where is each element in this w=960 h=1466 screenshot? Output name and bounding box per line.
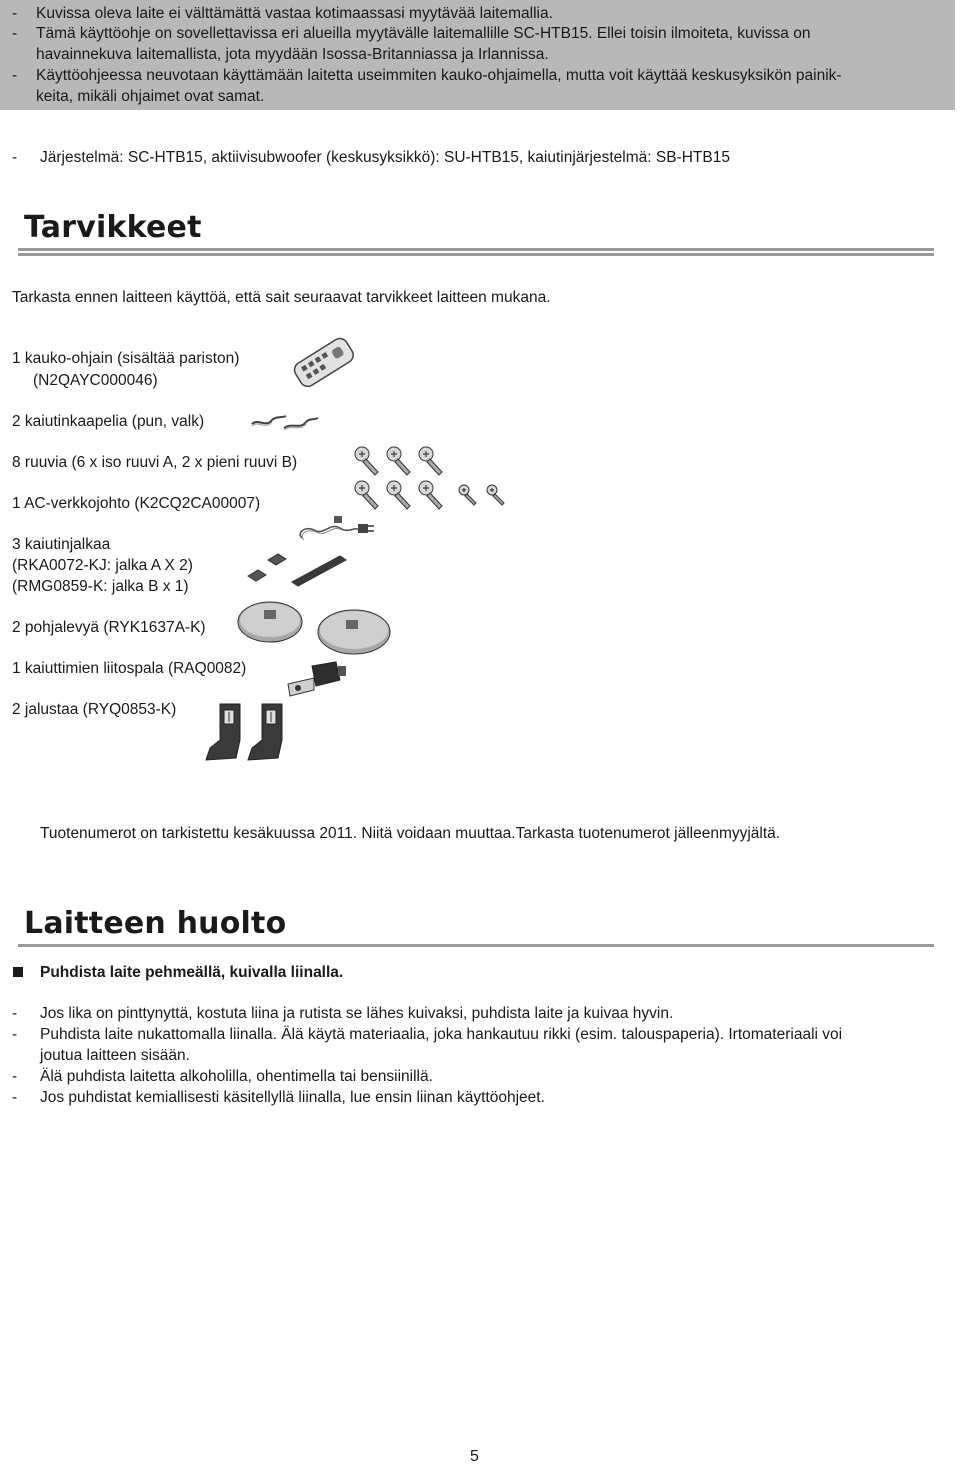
accessory-item: 2 kaiutinkaapelia (pun, valk) xyxy=(12,413,205,430)
screw-illustration xyxy=(352,444,512,512)
remote-control-illustration xyxy=(288,332,358,394)
accessory-item: 2 jalustaa (RYQ0853-K) xyxy=(12,701,177,718)
connector-illustration xyxy=(284,656,354,702)
note-line-continued: keita, mikäli ohjaimet ovat samat. xyxy=(36,88,265,105)
accessory-item: 1 AC-verkkojohto (K2CQ2CA00007) xyxy=(12,495,261,512)
ac-cord-illustration xyxy=(294,508,380,548)
accessory-item-code: (RMG0859-K: jalka B x 1) xyxy=(12,578,189,595)
maintenance-line-continued: joutua laitteen sisään. xyxy=(40,1047,190,1064)
accessory-item-code: (N2QAYC000046) xyxy=(33,372,158,389)
accessory-item: 1 kauko-ohjain (sisältää pariston) xyxy=(12,350,240,367)
accessories-heading: Tarvikkeet xyxy=(24,210,202,245)
page-number: 5 xyxy=(470,1448,479,1465)
heading-rule xyxy=(18,248,934,256)
accessory-item: 2 pohjalevyä (RYK1637A-K) xyxy=(12,619,206,636)
square-bullet-icon xyxy=(13,967,23,977)
stand-illustration xyxy=(200,700,296,764)
base-plate-illustration xyxy=(234,598,404,662)
speaker-cable-illustration xyxy=(248,410,322,434)
maintenance-tip: Puhdista laite pehmeällä, kuivalla liinalla. xyxy=(40,964,344,981)
maintenance-heading: Laitteen huolto xyxy=(24,906,287,941)
product-number-note: Tuotenumerot on tarkistettu kesäkuussa 2011. Niitä voidaan muuttaa.Tarkasta tuotenumerot jälleenmyyjältä. xyxy=(40,825,781,842)
accessory-item: 1 kaiuttimien liitospala (RAQ0082) xyxy=(12,660,247,677)
accessories-intro: Tarkasta ennen laitteen käyttöä, että sait seuraavat tarvikkeet laitteen mukana. xyxy=(12,289,551,306)
note-line-continued: havainnekuva laitemallista, jota myydään Isossa-Britanniassa ja Irlannissa. xyxy=(36,46,549,63)
heading-rule xyxy=(18,944,934,947)
speaker-foot-illustration xyxy=(244,550,348,590)
accessory-item-code: (RKA0072-KJ: jalka A X 2) xyxy=(12,557,193,574)
accessory-item: 3 kaiutinjalkaa xyxy=(12,536,111,553)
accessory-item: 8 ruuvia (6 x iso ruuvi A, 2 x pieni ruuvi B) xyxy=(12,454,298,471)
